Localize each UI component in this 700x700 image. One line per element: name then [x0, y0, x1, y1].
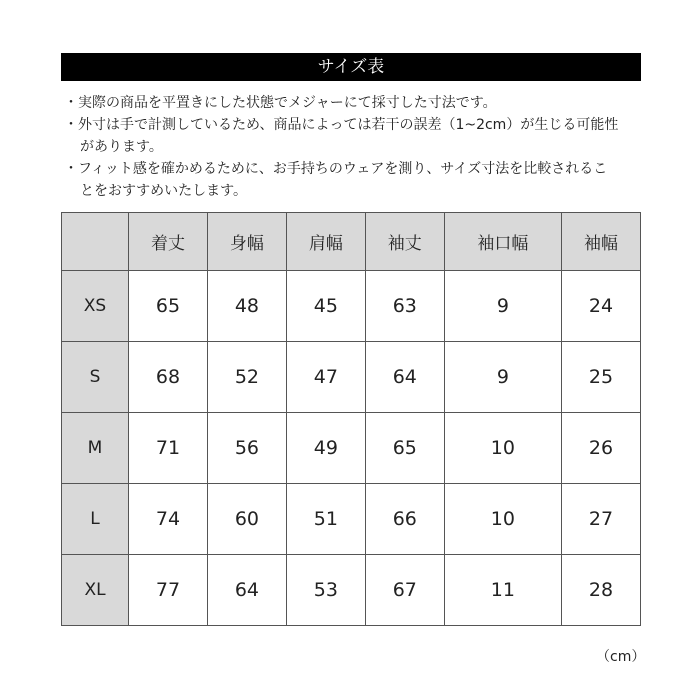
- corner-cell: [62, 213, 129, 271]
- column-header: 身幅: [207, 213, 286, 271]
- size-label: L: [62, 484, 129, 555]
- measurement-cell: 24: [562, 271, 641, 342]
- measurement-cell: 10: [444, 413, 561, 484]
- size-label: S: [62, 342, 129, 413]
- column-header: 袖丈: [365, 213, 444, 271]
- measurement-cell: 65: [129, 271, 208, 342]
- measurement-cell: 9: [444, 271, 561, 342]
- unit-label: （cm）: [596, 649, 646, 665]
- column-header: 着丈: [129, 213, 208, 271]
- measurement-cell: 64: [207, 555, 286, 626]
- header-row: [62, 213, 641, 271]
- size-chart-title: サイズ表: [61, 53, 641, 81]
- measurement-cell: 52: [207, 342, 286, 413]
- measurement-cell: 48: [207, 271, 286, 342]
- measurement-cell: 9: [444, 342, 561, 413]
- measurement-cell: 53: [286, 555, 365, 626]
- measurement-cell: 28: [562, 555, 641, 626]
- measurement-cell: 49: [286, 413, 365, 484]
- note-item: ・フィット感を確かめるために、お手持ちのウェアを測り、サイズ寸法を比較されることをおすすめいたします。: [64, 161, 608, 199]
- table-row: [62, 342, 641, 413]
- measurement-cell: 68: [129, 342, 208, 413]
- table-row: [62, 555, 641, 626]
- measurement-cell: 65: [365, 413, 444, 484]
- measurement-cell: 26: [562, 413, 641, 484]
- measurement-cell: 45: [286, 271, 365, 342]
- measurement-cell: 47: [286, 342, 365, 413]
- size-label: M: [62, 413, 129, 484]
- measurement-cell: 64: [365, 342, 444, 413]
- measurement-cell: 74: [129, 484, 208, 555]
- table-row: [62, 413, 641, 484]
- measurement-cell: 77: [129, 555, 208, 626]
- measurement-cell: 56: [207, 413, 286, 484]
- measurement-cell: 63: [365, 271, 444, 342]
- table-row: [62, 271, 641, 342]
- measurement-cell: 25: [562, 342, 641, 413]
- measurement-cell: 10: [444, 484, 561, 555]
- measurement-cell: 71: [129, 413, 208, 484]
- measurement-cell: 27: [562, 484, 641, 555]
- note-item: ・実際の商品を平置きにした状態でメジャーにて採寸した寸法です。: [64, 95, 497, 111]
- column-header: 肩幅: [286, 213, 365, 271]
- measurement-cell: 51: [286, 484, 365, 555]
- column-header: 袖口幅: [444, 213, 561, 271]
- measurement-cell: 60: [207, 484, 286, 555]
- size-label: XS: [62, 271, 129, 342]
- size-table: [61, 212, 641, 626]
- measurement-cell: 66: [365, 484, 444, 555]
- notes: [64, 92, 644, 202]
- size-label: XL: [62, 555, 129, 626]
- note-item: ・外寸は手で計測しているため、商品によっては若干の誤差（1~2cm）が生じる可能性があります。: [64, 117, 619, 155]
- table-row: [62, 484, 641, 555]
- column-header: 袖幅: [562, 213, 641, 271]
- measurement-cell: 67: [365, 555, 444, 626]
- measurement-cell: 11: [444, 555, 561, 626]
